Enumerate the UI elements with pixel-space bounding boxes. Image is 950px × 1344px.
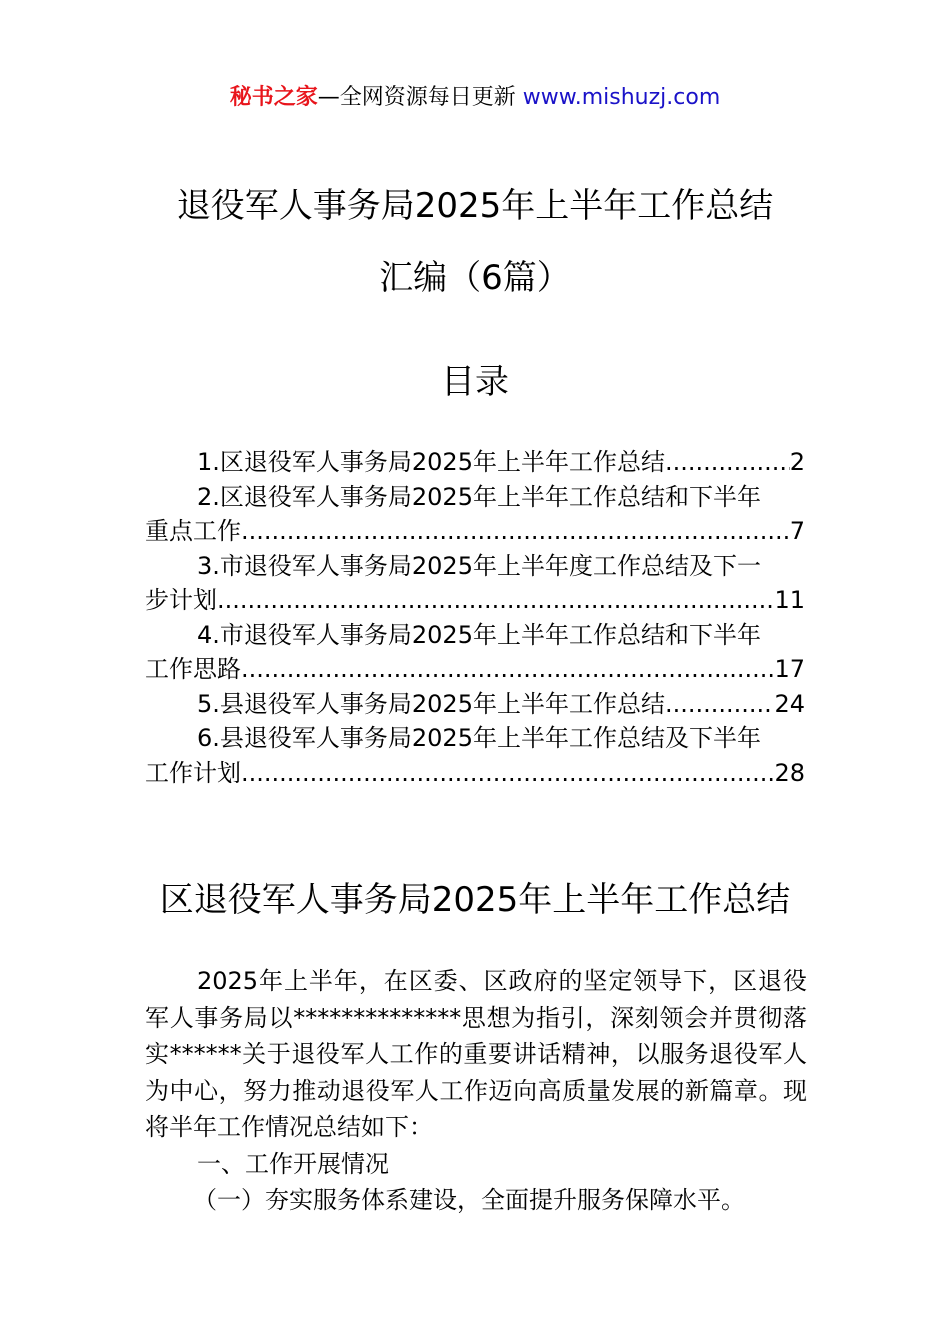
toc-entry-title-cont: 工作思路 — [145, 655, 241, 683]
document-title-line-1: 退役军人事务局2025年上半年工作总结 — [176, 186, 774, 226]
toc-dot-leader — [241, 514, 790, 549]
toc-entry-title: 4.市退役军人事务局2025年上半年工作总结和下半年 — [197, 620, 761, 649]
toc-dot-leader — [665, 687, 774, 722]
site-url-link[interactable]: www.mishuzj.com — [522, 85, 721, 110]
toc-entry[interactable] — [145, 445, 805, 480]
toc-entry[interactable] — [145, 549, 805, 618]
toc-entry[interactable] — [145, 480, 805, 549]
toc-entry-title: 2.区退役军人事务局2025年上半年工作总结和下半年 — [197, 482, 761, 511]
toc-entry-title-cont: 工作计划 — [145, 758, 241, 787]
toc-page-number: 7 — [789, 517, 805, 545]
site-header — [0, 80, 950, 111]
toc-page-number: 17 — [774, 655, 805, 683]
header-tagline: —全网资源每日更新 — [317, 85, 523, 110]
article-body — [145, 963, 807, 1219]
toc-dot-leader — [241, 652, 774, 687]
table-of-contents — [145, 445, 805, 790]
toc-dot-leader — [217, 583, 774, 618]
toc-dot-leader — [665, 445, 790, 480]
article-title: 区退役军人事务局2025年上半年工作总结 — [159, 880, 791, 920]
toc-page-number: 24 — [774, 689, 805, 718]
toc-entry-title: 1.区退役军人事务局2025年上半年工作总结 — [197, 448, 665, 476]
toc-entry[interactable] — [145, 721, 805, 790]
toc-entry[interactable] — [145, 618, 805, 687]
brand-name: 秘书之家 — [229, 85, 318, 110]
toc-page-number: 11 — [774, 586, 805, 614]
toc-dot-leader — [241, 756, 774, 791]
toc-heading: 目录 — [441, 362, 509, 402]
subsection-heading: （一）夯实服务体系建设，全面提升服务保障水平。 — [193, 1186, 745, 1214]
body-paragraph: 2025年上半年，在区委、区政府的坚定领导下，区退役军人事务局以**************思想为指引，深刻领会并贯彻落实******关于退役军人工作的重要讲话精神，以服务退役军人为中心，努力推动退役军人工作迈向高质量发展的新篇章。现将半年工作情况总结如下： — [145, 967, 807, 1141]
toc-entry-title: 6.县退役军人事务局2025年上半年工作总结及下半年 — [197, 724, 761, 752]
toc-entry-title-cont: 步计划 — [145, 586, 217, 614]
toc-page-number: 28 — [774, 758, 805, 787]
toc-entry-title-cont: 重点工作 — [145, 517, 241, 545]
section-heading: 一、工作开展情况 — [197, 1149, 389, 1178]
toc-entry-title: 5.县退役军人事务局2025年上半年工作总结 — [197, 689, 665, 718]
toc-entry-title: 3.市退役军人事务局2025年上半年度工作总结及下一 — [197, 551, 761, 580]
toc-page-number: 2 — [789, 448, 805, 476]
document-title-line-2: 汇编（6篇） — [379, 258, 571, 298]
toc-entry[interactable] — [145, 687, 805, 722]
